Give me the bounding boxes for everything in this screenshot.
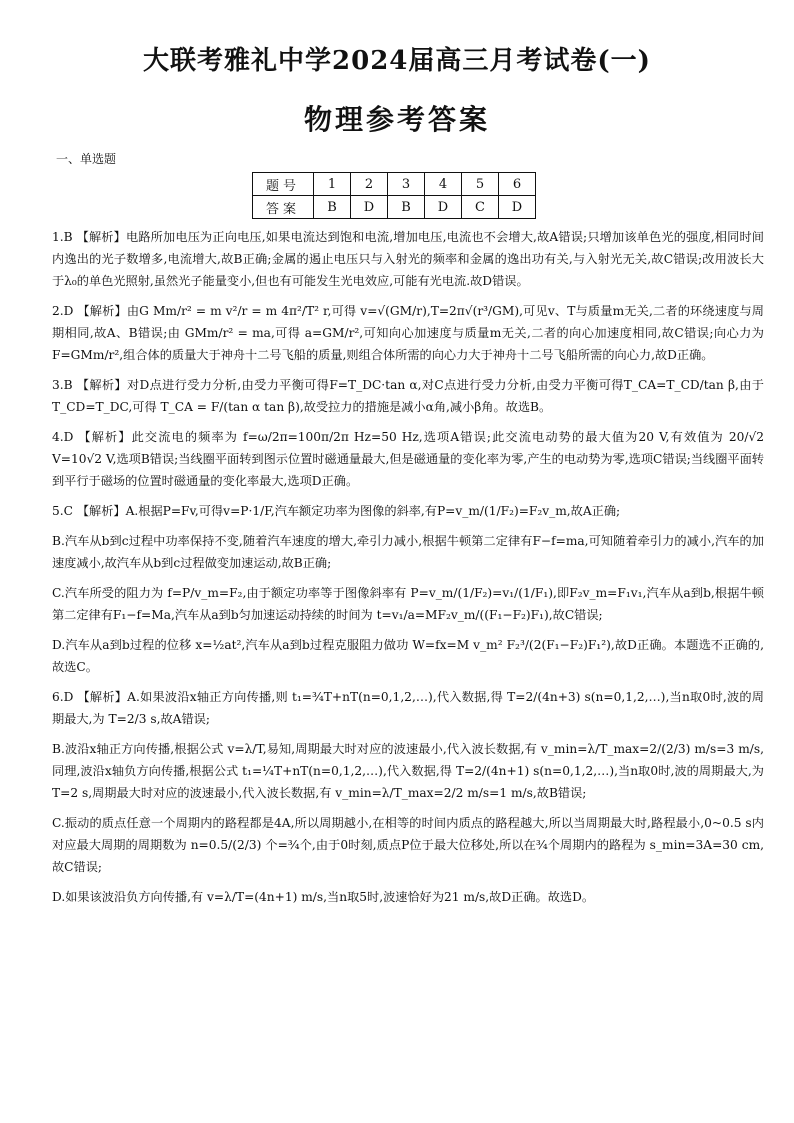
table-cell: 4 [425,173,462,196]
solution-4: 4.D 【解析】此交流电的频率为 f=ω/2π=100π/2π Hz=50 Hz,选项A错误;此交流电动势的最大值为20 V,有效值为 20/√2 V=10√2 V,选项B错误;当线圈平面转到图示位置时磁通量最大,但是磁通量的变化率为零,产生的电动势为零,选项C错误;当线圈平面转到平行于磁场的位置时磁通量的变化率最大,选项D正确。 [52,430,764,488]
table-row-question [253,173,536,196]
solution-6a: 6.D 【解析】A.如果波沿x轴正方向传播,则 t₁=¾T+nT(n=0,1,2,…),代入数据,得 T=2/(4n+3) s(n=0,1,2,…),当n取0时,波的周期最大,为 T=2/3 s,故A错误; [52,690,764,726]
table-cell: 题号 [253,173,314,196]
solution-5b: B.汽车从b到c过程中功率保持不变,随着汽车速度的增大,牵引力减小,根据牛顿第二定律有F−f=ma,可知随着牵引力的减小,汽车的加速度减小,故汽车从b到c过程做变加速运动,故B正确; [52,534,764,570]
table-cell: D [425,196,462,219]
table-cell: D [351,196,388,219]
table-cell: 5 [462,173,499,196]
solution-2: 2.D 【解析】由G Mm/r² = m v²/r = m 4π²/T² r,可得 v=√(GM/r),T=2π√(r³/GM),可见v、T与质量m无关,二者的环绕速度与周期相同,故A、B错误;由 GMm/r² = ma,可得 a=GM/r²,可知向心加速度与质量m无关,二者的向心加速度相同,故C错误;向心力为F=GMm/r²,组合体的质量大于神舟十二号飞船的质量,则组合体所需的向心力大于神舟十二号飞船所需的向心力,故D正确。 [52,304,764,362]
section-heading: 一、单选题 [56,152,117,166]
table-cell: 2 [351,173,388,196]
solution-1: 1.B 【解析】电路所加电压为正向电压,如果电流达到饱和电流,增加电压,电流也不会增大,故A错误;只增加该单色光的强度,相同时间内逸出的光子数增多,电流增大,故B正确;金属的遏止电压只与入射光的频率和金属的逸出功有关,与入射光无关,故C错误;改用波长大于λ₀的单色光照射,虽然光子能量变小,但也有可能发生光电效应,可能有光电流.故D错误。 [52,230,764,288]
solutions-body [52,226,764,916]
solution-6c: C.振动的质点任意一个周期内的路程都是4A,所以周期越小,在相等的时间内质点的路程越大,所以当周期最大时,路程最小,0~0.5 s内对应最大周期的周期数为 n=0.5/(2/3) 个=¾个,由于0时刻,质点P位于最大位移处,所以在¾个周期内的路程为 s_min=3A=30 cm,故C错误; [52,816,764,874]
table-cell: C [462,196,499,219]
solution-5d: D.汽车从a到b过程的位移 x=½at²,汽车从a到b过程克服阻力做功 W=fx=M v_m² F₂³/(2(F₁−F₂)F₁²),故D正确。本题选不正确的,故选C。 [52,638,764,674]
table-cell: B [314,196,351,219]
table-cell: 6 [499,173,536,196]
table-cell: 1 [314,173,351,196]
solution-6d: D.如果该波沿负方向传播,有 v=λ/T=(4n+1) m/s,当n取5时,波速恰好为21 m/s,故D正确。故选D。 [52,890,595,904]
table-cell: 答案 [253,196,314,219]
answer-subtitle: 物理参考答案 [303,103,490,136]
solution-3: 3.B 【解析】对D点进行受力分析,由受力平衡可得F=T_DC·tan α,对C点进行受力分析,由受力平衡可得T_CA=T_CD/tan β,由于T_CD=T_DC,可得 T_CA = F/(tan α tan β),故受拉力的措施是减小α角,减小β角。故选B。 [52,378,764,414]
solution-5c: C.汽车所受的阻力为 f=P/v_m=F₂,由于额定功率等于图像斜率有 P=v_m/(1/F₂)=v₁/(1/F₁),即F₂v_m=F₁v₁,汽车从a到b,根据牛顿第二定律有F₁−f=Ma,汽车从a到b匀加速运动持续的时间为 t=v₁/a=MF₂v_m/((F₁−F₂)F₁),故C错误; [52,586,764,622]
solution-6b: B.波沿x轴正方向传播,根据公式 v=λ/T,易知,周期最大时对应的波速最小,代入波长数据,有 v_min=λ/T_max=2/(2/3) m/s=3 m/s,同理,波沿x轴负方向传播,根据公式 t₁=¼T+nT(n=0,1,2,…),代入数据,得 T=2/(4n+1) s(n=0,1,2,…),当n取0时,波的周期最大,为T=2 s,周期最大时对应的波速最小,代入波长数据,有 v_min=λ/T_max=2/2 m/s=1 m/s,故B错误; [52,742,764,800]
table-cell: 3 [388,173,425,196]
answer-table [252,172,536,219]
solution-5a: 5.C 【解析】A.根据P=Fv,可得v=P·1/F,汽车额定功率为图像的斜率,有P=v_m/(1/F₂)=F₂v_m,故A正确; [52,504,621,518]
table-row-answer [253,196,536,219]
table-cell: B [388,196,425,219]
exam-title: 大联考雅礼中学2024届高三月考试卷(一) [143,46,651,76]
table-cell: D [499,196,536,219]
